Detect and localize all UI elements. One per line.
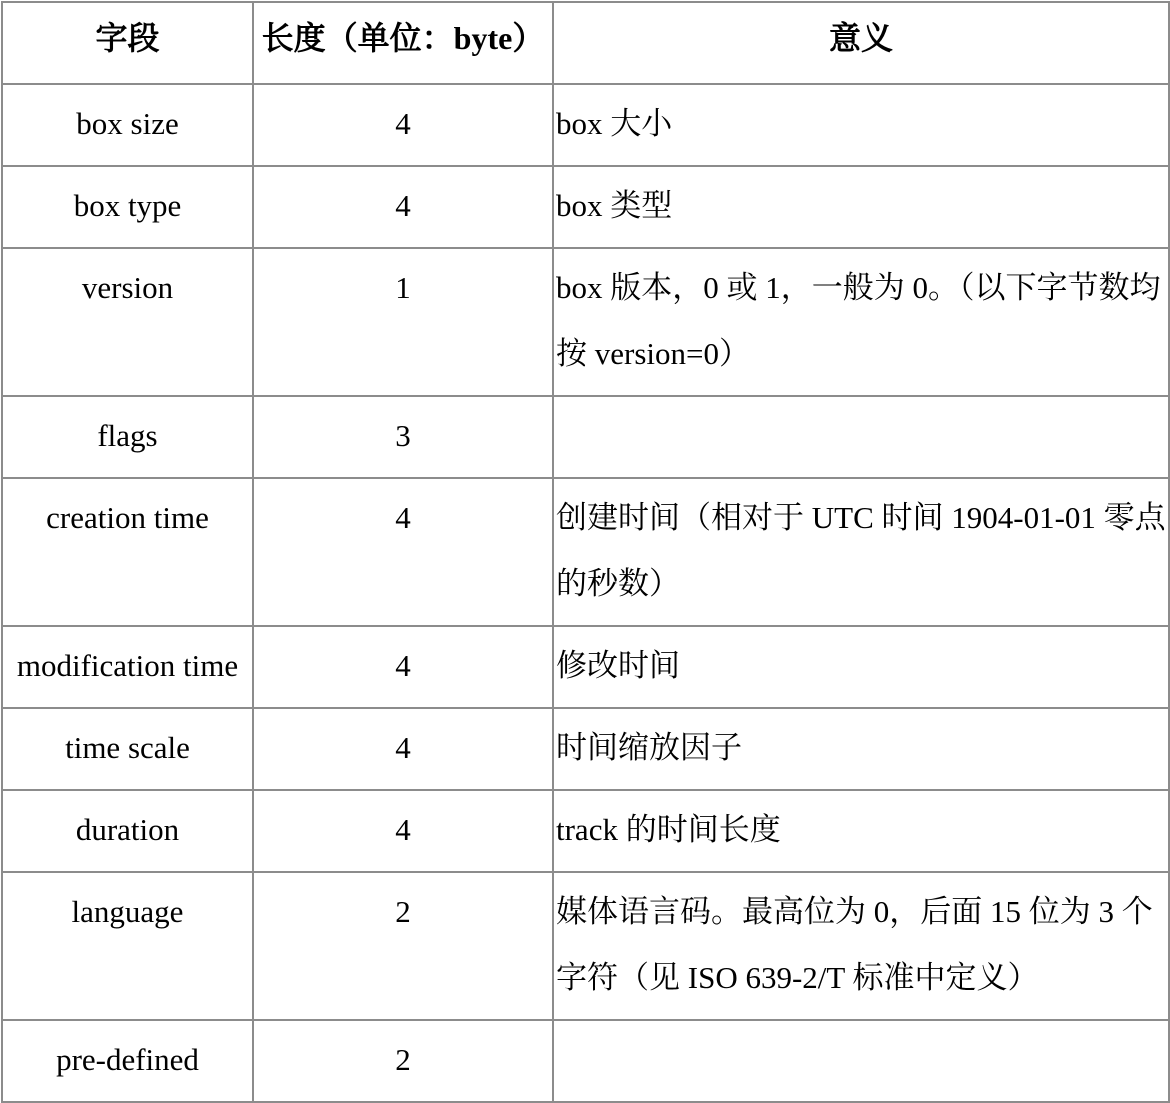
field-cell: version: [2, 248, 253, 396]
header-field: 字段: [2, 2, 253, 84]
length-cell: 4: [253, 708, 553, 790]
length-cell: 3: [253, 396, 553, 478]
length-cell: 1: [253, 248, 553, 396]
length-cell: 2: [253, 1020, 553, 1102]
table-row: [2, 396, 1169, 478]
length-cell: 2: [253, 872, 553, 1020]
box-field-table: [1, 1, 1170, 1103]
field-cell: pre-defined: [2, 1020, 253, 1102]
table-row: [2, 626, 1169, 708]
field-cell: flags: [2, 396, 253, 478]
table-row: [2, 708, 1169, 790]
table-row: [2, 248, 1169, 396]
header-meaning: 意义: [553, 2, 1169, 84]
field-cell: box size: [2, 84, 253, 166]
field-cell: language: [2, 872, 253, 1020]
table-row: [2, 1020, 1169, 1102]
meaning-cell: box 版本，0 或 1，一般为 0。（以下字节数均按 version=0）: [553, 248, 1169, 396]
table-row: [2, 166, 1169, 248]
header-length: 长度（单位：byte）: [253, 2, 553, 84]
length-cell: 4: [253, 478, 553, 626]
table-row: [2, 790, 1169, 872]
meaning-cell: 创建时间（相对于 UTC 时间 1904-01-01 零点的秒数）: [553, 478, 1169, 626]
meaning-cell: 时间缩放因子: [553, 708, 1169, 790]
meaning-cell: [553, 396, 1169, 478]
field-cell: creation time: [2, 478, 253, 626]
table-row: [2, 478, 1169, 626]
meaning-cell: [553, 1020, 1169, 1102]
header-row: [2, 2, 1169, 84]
field-cell: modification time: [2, 626, 253, 708]
field-cell: duration: [2, 790, 253, 872]
meaning-cell: box 类型: [553, 166, 1169, 248]
table-row: [2, 84, 1169, 166]
length-cell: 4: [253, 84, 553, 166]
length-cell: 4: [253, 626, 553, 708]
meaning-cell: box 大小: [553, 84, 1169, 166]
table-row: [2, 872, 1169, 1020]
meaning-cell: 媒体语言码。最高位为 0，后面 15 位为 3 个字符（见 ISO 639-2/T 标准中定义）: [553, 872, 1169, 1020]
length-cell: 4: [253, 166, 553, 248]
meaning-cell: track 的时间长度: [553, 790, 1169, 872]
field-cell: time scale: [2, 708, 253, 790]
meaning-cell: 修改时间: [553, 626, 1169, 708]
length-cell: 4: [253, 790, 553, 872]
field-cell: box type: [2, 166, 253, 248]
